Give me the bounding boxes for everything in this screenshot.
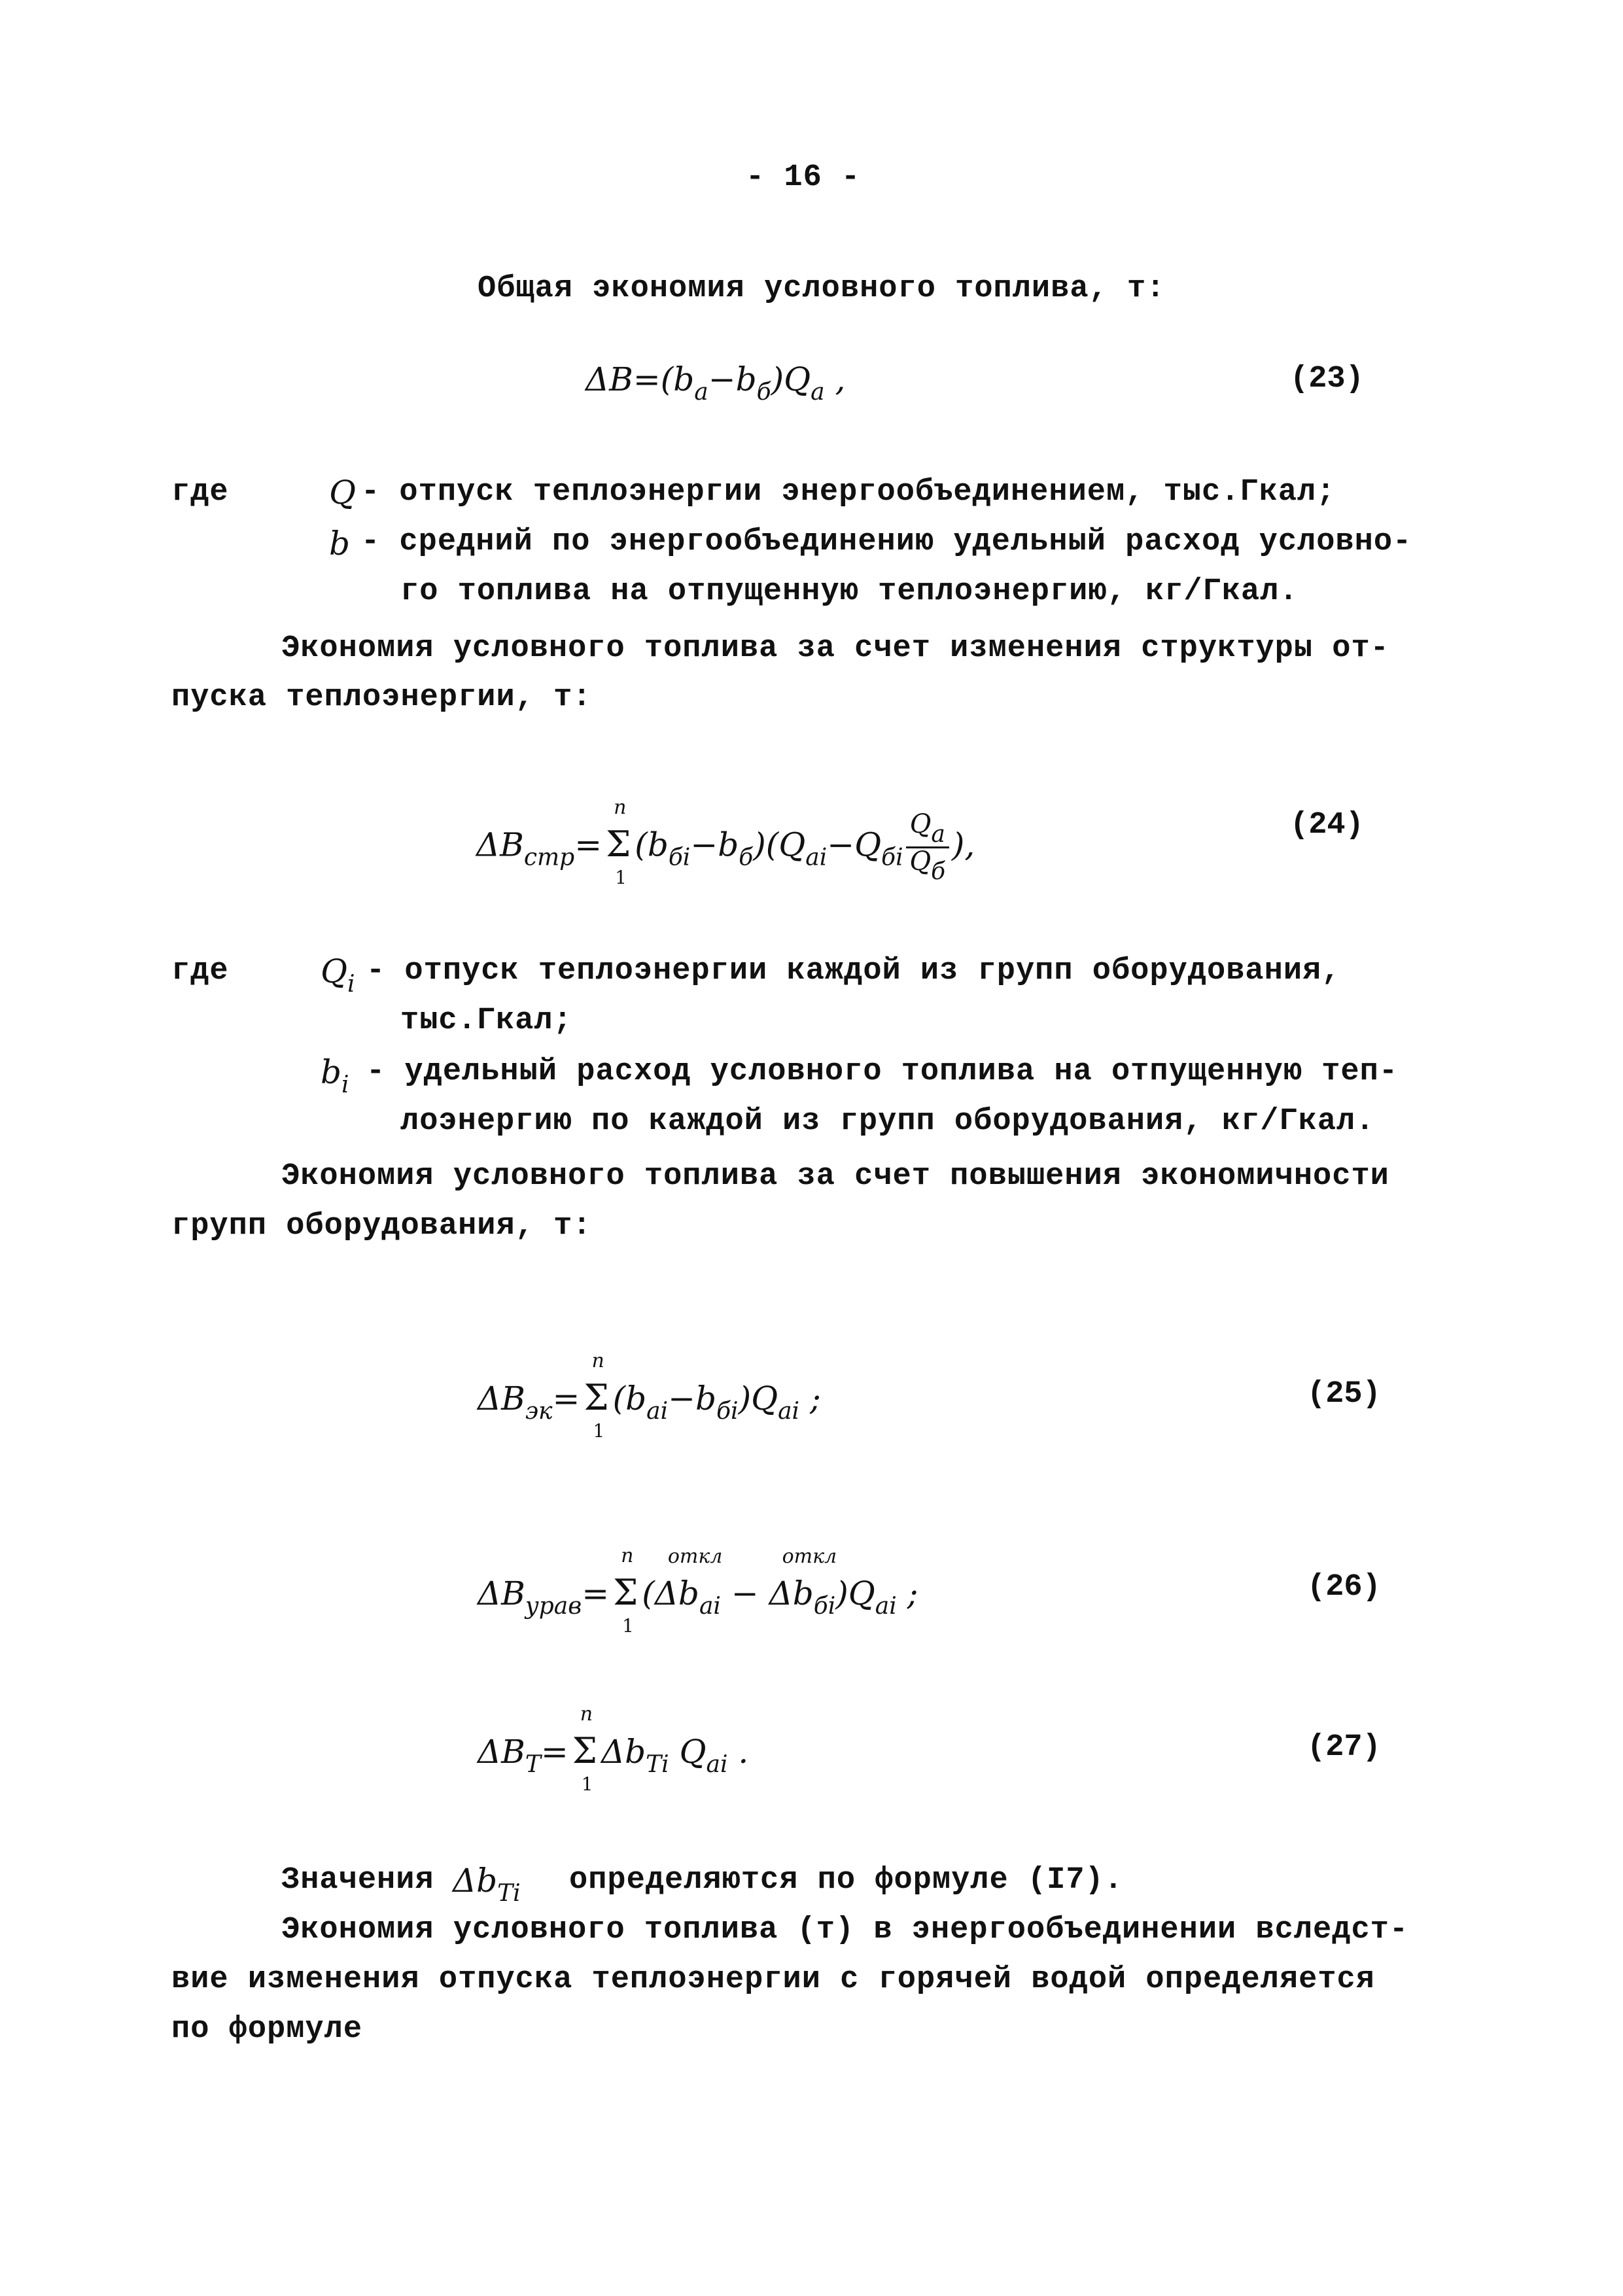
eq-number-26: (26) xyxy=(1307,1570,1381,1605)
definition-bi-line1: - удельный расход условного топлива на отпущенную теп- xyxy=(366,1054,1399,1089)
page-number: - 16 - xyxy=(746,160,861,195)
where-label-2: где xyxy=(171,954,229,988)
formula-27: $\Delta B_T= \Sigma$ n 1 $\Delta b_{Ti}$ $Q_{ai}$ . xyxy=(478,1703,749,1795)
symbol-Q: Q xyxy=(329,474,356,512)
definition-Qi-line2: тыс.Гкал; xyxy=(400,1003,572,1038)
paragraph-structure-line1: Экономия условного топлива за счет изменения структуры от- xyxy=(281,631,1389,666)
paragraph-structure-line2: пуска теплоэнергии, т: xyxy=(171,680,592,715)
definition-Q: - отпуск теплоэнергии энергообъединением, тыс.Гкал; xyxy=(361,475,1336,510)
eq-number-24: (24) xyxy=(1290,808,1364,843)
definition-bi-line2: лоэнергию по каждой из групп оборудования, кг/Гкал. xyxy=(400,1104,1375,1139)
formula-26: $\Delta B_{урав}= \Sigma$ n 1 ($\Delta b_{ai}$ откл − $\Delta b_{бi}$ откл )$Q_{ai}$ ; xyxy=(478,1544,918,1637)
formula-23: $\Delta B=(b_a-b_б)Q_a$ , xyxy=(585,360,846,406)
formula-25: $\Delta B_{эк}= \Sigma$ n 1 $(b_{ai}-b_{бi})Q_{ai}$ ; xyxy=(478,1349,821,1442)
eq-number-25: (25) xyxy=(1307,1377,1381,1412)
where-label-1: где xyxy=(171,475,229,510)
definition-b-line1: - средний по энергообъединению удельный расход условно- xyxy=(361,525,1412,559)
heading-total-economy: Общая экономия условного топлива, т: xyxy=(478,271,1166,306)
values-text: определяются по формуле (I7). xyxy=(569,1863,1123,1898)
paragraph-economy-line1: Экономия условного топлива за счет повышения экономичности xyxy=(281,1159,1389,1194)
symbol-Qi: $Q_i$ xyxy=(321,952,355,998)
symbol-delta-bTi: $\Delta b_{Ti}$ xyxy=(453,1862,521,1907)
eq-number-23: (23) xyxy=(1290,362,1364,396)
definition-Qi-line1: - отпуск теплоэнергии каждой из групп оборудования, xyxy=(366,954,1341,988)
paragraph-economy-line2: групп оборудования, т: xyxy=(171,1209,592,1244)
final-paragraph-line1: Экономия условного топлива (т) в энергообъединении вследст- xyxy=(281,1913,1409,1947)
eq-number-27: (27) xyxy=(1307,1730,1381,1765)
formula-24: $\Delta B_{стр}= \Sigma$ n 1 $(b_{бi}-b_б)(Q_{ai}-Q_{бi}$ $\frac{Q_a}{Q_б}$ ), xyxy=(476,795,975,888)
symbol-bi: $b_i$ xyxy=(321,1053,349,1098)
final-paragraph-line3: по формуле xyxy=(171,2012,363,2047)
values-label: Значения xyxy=(281,1863,434,1898)
definition-b-line2: го топлива на отпущенную теплоэнергию, кг/Гкал. xyxy=(400,574,1299,609)
symbol-b: b xyxy=(329,525,351,563)
final-paragraph-line2: вие изменения отпуска теплоэнергии с горячей водой определяется xyxy=(171,1962,1375,1997)
